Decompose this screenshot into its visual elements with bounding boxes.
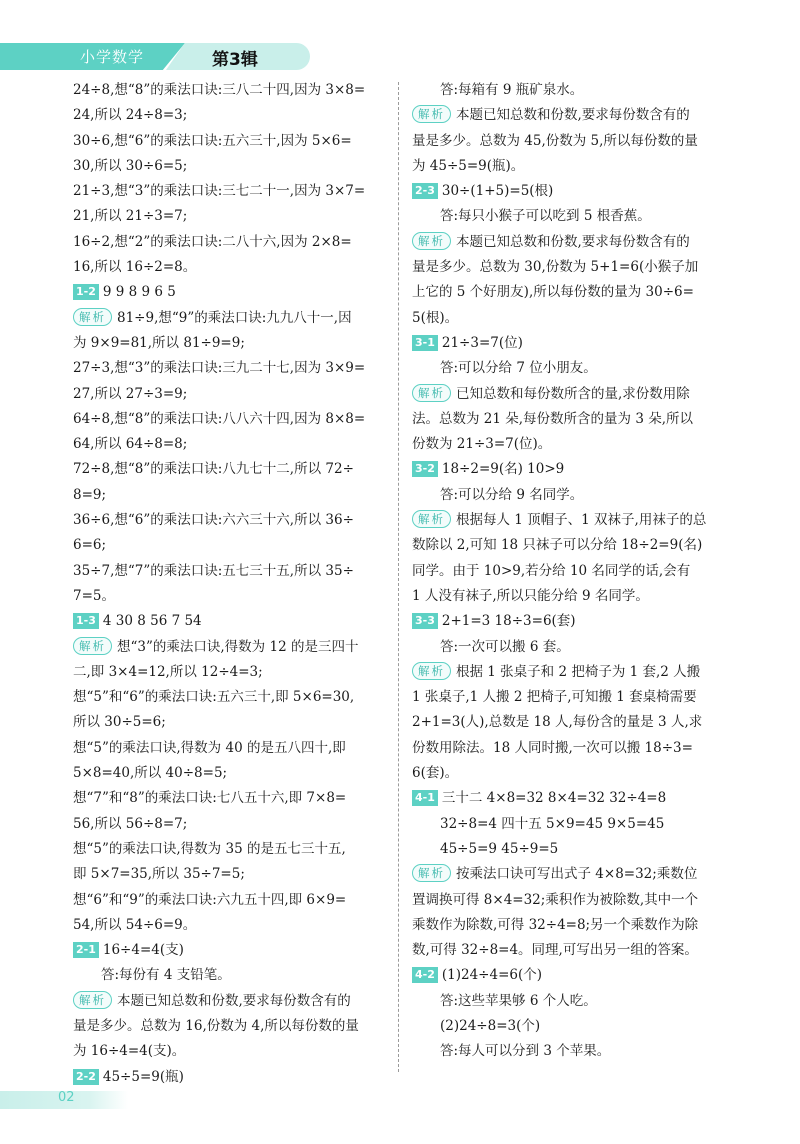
line-text: 为 45÷5=9(瓶)。 <box>412 157 525 174</box>
line-text: 81÷9,想“9”的乘法口诀:九九八十一,因 <box>117 309 352 326</box>
line-text: 置调换可得 8×4=32;乘积作为被除数,其中一个 <box>412 891 699 908</box>
question-number-badge: 4-1 <box>412 790 438 806</box>
line-text: 30,所以 30÷6=5; <box>73 157 188 174</box>
text-line <box>73 559 385 584</box>
question-number-badge: 3-2 <box>412 461 438 477</box>
text-line <box>412 786 730 811</box>
line-text: 21,所以 21÷3=7; <box>73 208 188 225</box>
text-line <box>412 888 730 913</box>
text-line <box>73 584 385 609</box>
line-text: 答:每箱有 9 瓶矿泉水。 <box>440 82 584 98</box>
text-line <box>412 862 730 887</box>
line-text: 30÷(1+5)=5(根) <box>441 183 554 200</box>
text-line <box>412 660 730 685</box>
line-text: 想“5”的乘法口诀,得数为 35 的是五七三十五, <box>73 840 346 857</box>
line-text: 答:每人可以分到 3 个苹果。 <box>440 1043 611 1060</box>
analysis-label: 解析 <box>412 384 451 402</box>
analysis-label: 解析 <box>412 232 451 250</box>
text-line <box>412 407 730 432</box>
text-line <box>73 280 385 305</box>
text-line <box>412 457 730 482</box>
line-text: 答:一次可以搬 6 套。 <box>440 638 570 655</box>
text-line <box>412 584 730 609</box>
line-text: 想“5”和“6”的乘法口诀:五六三十,即 5×6=30, <box>73 689 355 706</box>
line-text: 45÷5=9 45÷9=5 <box>440 840 559 857</box>
line-text: 1 张桌子,1 人搬 2 把椅子,可知搬 1 套桌椅需要 <box>412 689 697 706</box>
text-line <box>73 382 385 407</box>
text-line <box>73 938 385 963</box>
line-text: 为 16÷4=4(支)。 <box>73 1043 186 1060</box>
line-text: 24÷8,想“8”的乘法口诀:三八二十四,因为 3×8= <box>73 82 366 98</box>
line-text: 量是多少。总数为 45,份数为 5,所以每份数的量 <box>412 132 698 149</box>
text-line <box>73 230 385 255</box>
text-line <box>73 154 385 179</box>
text-line <box>73 635 385 660</box>
line-text: 27÷3,想“3”的乘法口诀:三九二十七,因为 3×9= <box>73 360 366 377</box>
line-text: 9 9 8 9 6 5 <box>102 284 176 301</box>
text-line <box>73 204 385 229</box>
text-line <box>73 963 385 988</box>
text-line <box>412 533 730 558</box>
text-line <box>412 432 730 457</box>
line-text: 乘数作为除数,可得 32÷4=8;另一个乘数作为除 <box>412 916 699 933</box>
text-line <box>412 837 730 862</box>
line-text: 想“5”的乘法口诀,得数为 40 的是五八四十,即 <box>73 739 346 756</box>
line-text: 18÷2=9(名) 10>9 <box>441 461 565 478</box>
question-number-badge: 1-3 <box>73 613 99 629</box>
left-column <box>73 78 385 1090</box>
line-text: 上它的 5 个好朋友),所以每份数的量为 30÷6= <box>412 284 694 301</box>
text-line <box>73 103 385 128</box>
line-text: 答:这些苹果够 6 个人吃。 <box>440 992 597 1009</box>
text-line <box>73 508 385 533</box>
text-line <box>412 331 730 356</box>
text-line <box>412 989 730 1014</box>
line-text: 答:每只小猴子可以吃到 5 根香蕉。 <box>440 208 651 225</box>
text-line <box>412 103 730 128</box>
line-text: 64÷8,想“8”的乘法口诀:八八六十四,因为 8×8= <box>73 410 366 427</box>
line-text: 量是多少。总数为 16,份数为 4,所以每份数的量 <box>73 1017 359 1034</box>
column-divider <box>398 82 399 1072</box>
line-text: 24,所以 24÷8=3; <box>73 107 188 124</box>
question-number-badge: 1-2 <box>73 284 99 300</box>
text-line <box>412 382 730 407</box>
line-text: 45÷5=9(瓶) <box>102 1068 184 1085</box>
text-line <box>73 685 385 710</box>
line-text: 根据 1 张桌子和 2 把椅子为 1 套,2 人搬 <box>456 663 701 680</box>
text-line <box>73 407 385 432</box>
line-text: 份数用除法。18 人同时搬,一次可以搬 18÷3= <box>412 739 693 756</box>
text-line <box>73 1039 385 1064</box>
line-text: 三十二 4×8=32 8×4=32 32÷4=8 <box>441 790 667 807</box>
line-text: 已知总数和每份数所含的量,求份数用除 <box>456 385 690 402</box>
text-line <box>73 710 385 735</box>
text-line <box>412 179 730 204</box>
line-text: 72÷8,想“8”的乘法口诀:八九七十二,所以 72÷ <box>73 461 354 478</box>
line-text: 本题已知总数和份数,要求每份数含有的 <box>456 107 690 124</box>
text-line <box>73 78 385 103</box>
text-line <box>73 457 385 482</box>
text-line <box>412 78 730 103</box>
line-text: 8=9; <box>73 486 107 503</box>
text-line <box>73 306 385 331</box>
line-text: 56,所以 56÷8=7; <box>73 815 188 832</box>
line-text: 所以 30÷5=6; <box>73 714 166 731</box>
right-column <box>412 78 730 1065</box>
text-line <box>412 1014 730 1039</box>
analysis-label: 解析 <box>73 637 112 655</box>
line-text: 答:可以分给 7 位小朋友。 <box>440 360 597 377</box>
text-line <box>412 356 730 381</box>
line-text: 答:每份有 4 支铅笔。 <box>101 967 231 984</box>
line-text: 本题已知总数和份数,要求每份数含有的 <box>117 992 351 1009</box>
line-text: 6(套)。 <box>412 765 459 782</box>
analysis-label: 解析 <box>412 105 451 123</box>
line-text: 即 5×7=35,所以 35÷7=5; <box>73 866 245 883</box>
question-number-badge: 4-2 <box>412 967 438 983</box>
line-text: 根据每人 1 顶帽子、1 双袜子,用袜子的总 <box>456 512 707 529</box>
line-text: 64,所以 64÷8=8; <box>73 436 188 453</box>
text-line <box>73 736 385 761</box>
line-text: 法。总数为 21 朵,每份数所含的量为 3 朵,所以 <box>412 410 694 427</box>
question-number-badge: 2-3 <box>412 183 438 199</box>
question-number-badge: 3-1 <box>412 335 438 351</box>
text-line <box>73 255 385 280</box>
analysis-label: 解析 <box>73 308 112 326</box>
analysis-label: 解析 <box>73 991 112 1009</box>
text-line <box>412 938 730 963</box>
line-text: 7=5。 <box>73 587 115 604</box>
text-line <box>412 812 730 837</box>
line-text: 1 人没有袜子,所以只能分给 9 名同学。 <box>412 587 649 604</box>
text-line <box>73 837 385 862</box>
text-line <box>412 230 730 255</box>
line-text: 32÷8=4 四十五 5×9=45 9×5=45 <box>440 815 665 832</box>
line-text: 36÷6,想“6”的乘法口诀:六六三十六,所以 36÷ <box>73 512 354 529</box>
text-line <box>73 1065 385 1090</box>
text-line <box>412 255 730 280</box>
text-line <box>73 129 385 154</box>
text-line <box>412 306 730 331</box>
line-text: 想“6”和“9”的乘法口诀:六九五十四,即 6×9= <box>73 891 347 908</box>
text-line <box>73 862 385 887</box>
header-subject: 小学数学 <box>80 48 145 66</box>
line-text: 答:可以分给 9 名同学。 <box>440 486 584 503</box>
line-text: 想“3”的乘法口诀,得数为 12 的是三四十 <box>117 638 359 655</box>
line-text: 为 9×9=81,所以 81÷9=9; <box>73 334 245 351</box>
line-text: 想“7”和“8”的乘法口诀:七八五十六,即 7×8= <box>73 790 347 807</box>
line-text: 30÷6,想“6”的乘法口诀:五六三十,因为 5×6= <box>73 132 352 149</box>
line-text: 按乘法口诀可写出式子 4×8=32;乘数位 <box>456 866 698 883</box>
text-line <box>73 356 385 381</box>
line-text: 54,所以 54÷6=9。 <box>73 916 197 933</box>
text-line <box>73 533 385 558</box>
line-text: 16÷4=4(支) <box>102 942 184 959</box>
text-line <box>412 129 730 154</box>
analysis-label: 解析 <box>412 510 451 528</box>
line-text: 6=6; <box>73 537 107 554</box>
text-line <box>412 483 730 508</box>
question-number-badge: 3-3 <box>412 613 438 629</box>
question-number-badge: 2-1 <box>73 942 99 958</box>
text-line <box>412 559 730 584</box>
line-text: 21÷3,想“3”的乘法口诀:三七二十一,因为 3×7= <box>73 183 366 200</box>
line-text: 二,即 3×4=12,所以 12÷4=3; <box>73 663 263 680</box>
text-line <box>73 761 385 786</box>
page-number: 02 <box>58 1090 75 1105</box>
text-line <box>73 660 385 685</box>
analysis-label: 解析 <box>412 662 451 680</box>
line-text: 35÷7,想“7”的乘法口诀:五七三十五,所以 35÷ <box>73 562 354 579</box>
question-number-badge: 2-2 <box>73 1069 99 1085</box>
line-text: (2)24÷8=3(个) <box>440 1017 541 1034</box>
text-line <box>73 179 385 204</box>
line-text: 2+1=3(人),总数是 18 人,每份含的量是 3 人,求 <box>412 714 703 731</box>
line-text: 量是多少。总数为 30,份数为 5+1=6(小猴子加 <box>412 259 699 276</box>
text-line <box>412 1039 730 1064</box>
text-line <box>73 913 385 938</box>
text-line <box>73 888 385 913</box>
header-bar <box>0 43 310 70</box>
line-text: 同学。由于 10>9,若分给 10 名同学的话,会有 <box>412 562 691 579</box>
line-text: 16÷2,想“2”的乘法口诀:二八十六,因为 2×8= <box>73 233 352 250</box>
text-line <box>412 280 730 305</box>
text-line <box>73 432 385 457</box>
line-text: 5(根)。 <box>412 309 459 326</box>
header-volume: 第3辑 <box>212 50 258 70</box>
text-line <box>412 710 730 735</box>
line-text: 4 30 8 56 7 54 <box>102 613 202 630</box>
line-text: 5×8=40,所以 40÷8=5; <box>73 765 228 782</box>
line-text: 数除以 2,可知 18 只袜子可以分给 18÷2=9(名) <box>412 537 703 554</box>
text-line <box>412 963 730 988</box>
text-line <box>412 685 730 710</box>
line-text: 本题已知总数和份数,要求每份数含有的 <box>456 233 690 250</box>
line-text: 份数为 21÷3=7(位)。 <box>412 436 552 453</box>
text-line <box>412 913 730 938</box>
text-line <box>412 154 730 179</box>
text-line <box>412 508 730 533</box>
analysis-label: 解析 <box>412 864 451 882</box>
text-line <box>412 204 730 229</box>
line-text: 数,可得 32÷8=4。同理,可写出另一组的答案。 <box>412 942 698 959</box>
text-line <box>73 786 385 811</box>
text-line <box>412 609 730 634</box>
line-text: 2+1=3 18÷3=6(套) <box>441 613 576 630</box>
text-line <box>73 1014 385 1039</box>
line-text: 27,所以 27÷3=9; <box>73 385 188 402</box>
text-line <box>412 761 730 786</box>
text-line <box>73 989 385 1014</box>
text-line <box>73 609 385 634</box>
text-line <box>73 331 385 356</box>
text-line <box>412 635 730 660</box>
line-text: 16,所以 16÷2=8。 <box>73 259 197 276</box>
text-line <box>73 483 385 508</box>
text-line <box>73 812 385 837</box>
text-line <box>412 736 730 761</box>
line-text: (1)24÷4=6(个) <box>441 967 543 984</box>
line-text: 21÷3=7(位) <box>441 334 523 351</box>
